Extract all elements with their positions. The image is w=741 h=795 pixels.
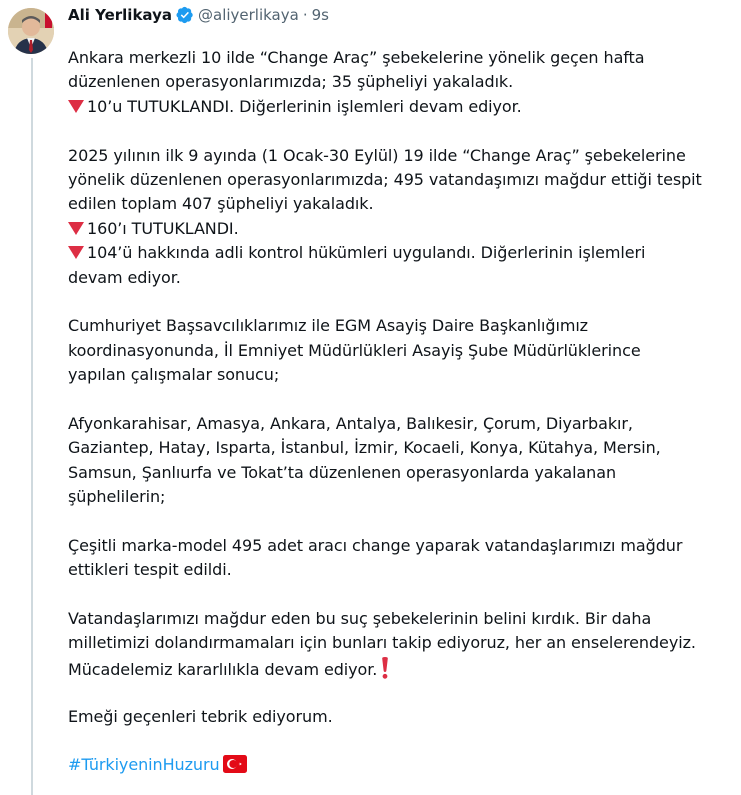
text-line: yapılan çalışmalar sonucu; — [68, 365, 280, 385]
text-line: Çeşitli marka-model 495 adet aracı change yaparak vatandaşlarımızı mağdur — [68, 535, 683, 555]
text-line — [68, 753, 733, 777]
author-handle[interactable]: @aliyerlikaya — [198, 6, 299, 24]
avatar-image — [8, 8, 54, 54]
hashtag-link[interactable]: #TürkiyeninHuzuru — [68, 755, 220, 775]
text-line-content: 160’ı TUTUKLANDI. — [87, 218, 239, 238]
text-line: ettikleri tespit edildi. — [68, 560, 232, 580]
text-line: Cumhuriyet Başsavcılıklarımız ile EGM Asayiş Daire Başkanlığımız — [68, 316, 589, 336]
paragraph-gap — [68, 387, 733, 411]
text-line — [68, 241, 733, 265]
paragraph-gap — [68, 729, 733, 753]
text-line: Gaziantep, Hatay, Isparta, İstanbul, İzmir, Kocaeli, Konya, Kütahya, Mersin, — [68, 438, 661, 458]
red-down-triangle-icon — [68, 222, 84, 235]
verified-badge-icon — [176, 6, 194, 24]
paragraph-gap — [68, 290, 733, 314]
paragraph-gap — [68, 680, 733, 704]
text-line: Vatandaşlarımızı mağdur eden bu suç şebekelerinin belini kırdık. Bir daha — [68, 608, 652, 628]
text-line: 2025 yılının ilk 9 ayında (1 Ocak-30 Eylül) 19 ilde “Change Araç” şebekelerine — [68, 145, 686, 165]
text-line: devam ediyor. — [68, 267, 181, 287]
text-line-content: 104’ü hakkında adli kontrol hükümleri uygulandı. Diğerlerinin işlemleri — [87, 243, 646, 263]
text-line: edilen toplam 407 şüpheliyi yakaladık. — [68, 194, 374, 214]
text-line: milletimizi dolandırmamaları için bunları takip ediyoruz, her an enselerendeyiz. — [68, 633, 696, 653]
text-line: yönelik düzenlenen operasyonlarımızda; 495 vatandaşımızı mağdur ettiği tespit — [68, 169, 702, 189]
author-display-name[interactable]: Ali Yerlikaya — [68, 6, 172, 24]
post-timestamp[interactable]: 9s — [311, 6, 329, 24]
thread-connector-line — [31, 58, 33, 795]
turkey-flag-icon — [223, 755, 247, 773]
post-text — [68, 46, 733, 778]
red-down-triangle-icon — [68, 100, 84, 113]
avatar[interactable] — [8, 8, 54, 54]
text-line: şüphelilerin; — [68, 487, 166, 507]
red-down-triangle-icon — [68, 246, 84, 259]
text-line — [68, 656, 733, 680]
text-line-content: Mücadelemiz kararlılıkla devam ediyor. — [68, 659, 378, 679]
header-separator: · — [302, 6, 308, 24]
text-line — [68, 95, 733, 119]
paragraph-gap — [68, 583, 733, 607]
paragraph-gap — [68, 119, 733, 143]
text-line: düzenlenen operasyonlarımızda; 35 şüpheliyi yakaladık. — [68, 72, 514, 92]
text-line-content: 10’u TUTUKLANDI. Diğerlerinin işlemleri devam ediyor. — [87, 96, 522, 116]
text-line: Samsun, Şanlıurfa ve Tokat’ta düzenlenen operasyonlarda yakalanan — [68, 462, 617, 482]
red-exclamation-icon — [381, 656, 389, 680]
text-line: Emeği geçenleri tebrik ediyorum. — [68, 706, 333, 726]
post-header — [68, 4, 329, 26]
text-line: Afyonkarahisar, Amasya, Ankara, Antalya, Balıkesir, Çorum, Diyarbakır, — [68, 413, 633, 433]
text-line — [68, 217, 733, 241]
text-line: koordinasyonunda, İl Emniyet Müdürlükleri Asayiş Şube Müdürlüklerince — [68, 340, 641, 360]
text-line: Ankara merkezli 10 ilde “Change Araç” şebekelerine yönelik geçen hafta — [68, 48, 645, 67]
paragraph-gap — [68, 509, 733, 533]
